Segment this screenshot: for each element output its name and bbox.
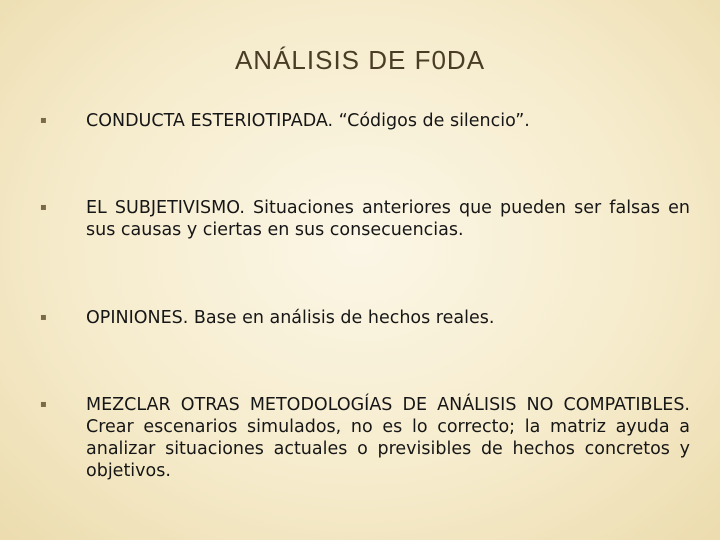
- bullet-marker-icon: ▪: [40, 399, 47, 410]
- bullet-marker-icon: ▪: [40, 312, 47, 323]
- bullet-text: CONDUCTA ESTERIOTIPADA. “Códigos de silencio”.: [86, 111, 530, 131]
- bullet-text: EL SUBJETIVISMO. Situaciones anteriores que pueden ser falsas en sus causas y ciertas en sus consecuencias.: [86, 198, 690, 240]
- bullet-marker-icon: ▪: [40, 202, 47, 213]
- slide-title: ANÁLISIS DE F0DA: [234, 45, 486, 75]
- bullet-marker-icon: ▪: [40, 115, 47, 126]
- bullet-text: OPINIONES. Base en análisis de hechos reales.: [86, 308, 495, 328]
- bullet-text: MEZCLAR OTRAS METODOLOGÍAS DE ANÁLISIS NO COMPATIBLES. Crear escenarios simulados, no es lo correcto; la matriz ayuda a analizar situaciones actuales o previsibles de hechos concretos y objetivos.: [86, 395, 690, 481]
